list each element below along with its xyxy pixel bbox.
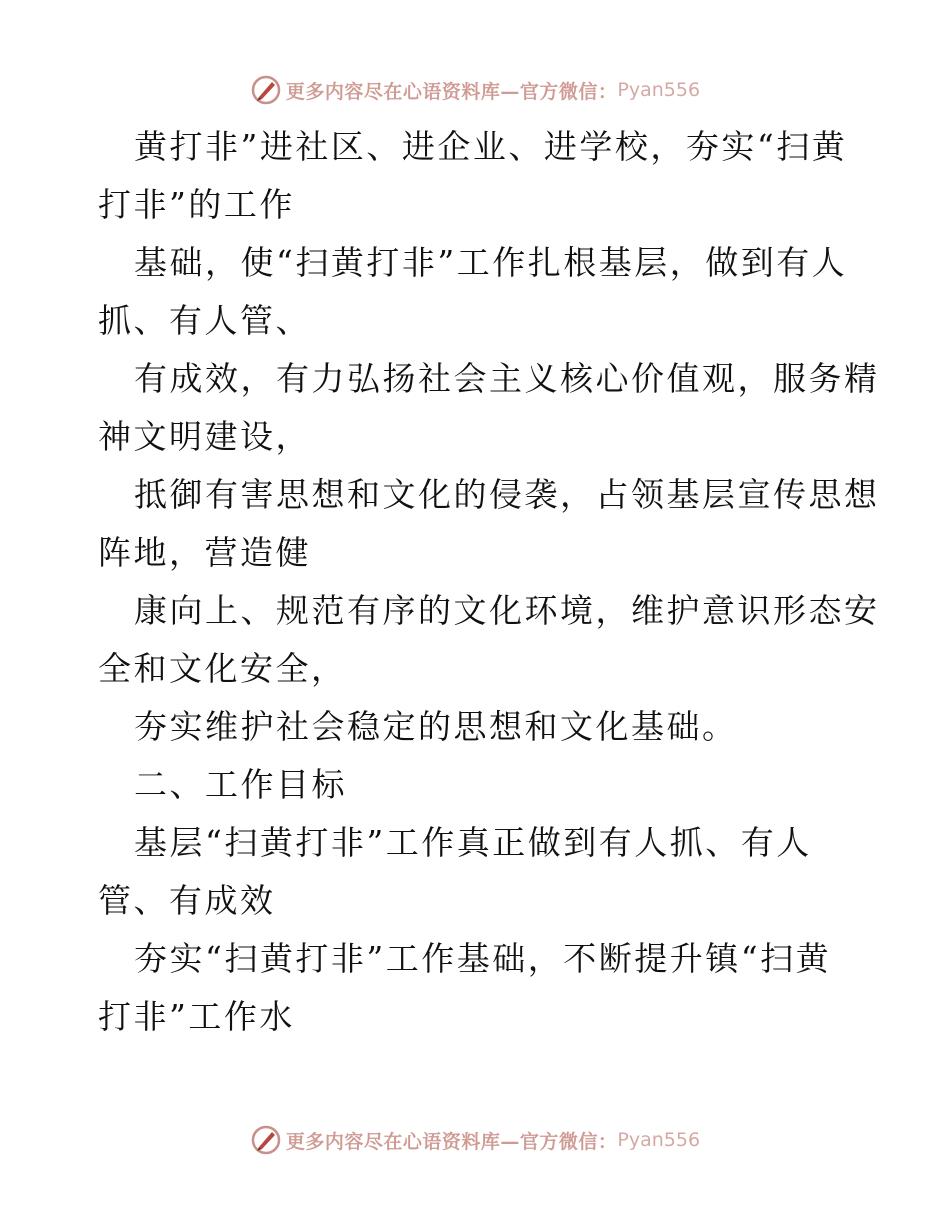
quill-logo-icon <box>250 1124 282 1156</box>
text-line: 基础，使“扫黄打非”工作扎根基层，做到有人 <box>134 243 848 282</box>
text-line: 二、工作目标 <box>134 765 347 804</box>
text-line: 夯实维护社会稳定的思想和文化基础。 <box>134 707 738 746</box>
watermark-wechat-id: Pyan556 <box>617 1129 701 1151</box>
text-line: 基层“扫黄打非”工作真正做到有人抓、有人 <box>134 823 812 862</box>
text-line: 黄打非”进社区、进企业、进学校，夯实“扫黄 <box>134 127 848 166</box>
text-line: 神文明建设， <box>98 417 311 456</box>
text-line: 阵地，营造健 <box>98 533 311 572</box>
watermark-wechat-id: Pyan556 <box>617 79 701 101</box>
footer-watermark <box>0 1120 950 1160</box>
text-line: 打非”工作水 <box>98 997 295 1036</box>
quill-logo-icon <box>250 74 282 106</box>
text-line: 抓、有人管、 <box>98 301 311 340</box>
text-line: 夯实“扫黄打非”工作基础，不断提升镇“扫黄 <box>134 939 832 978</box>
text-line: 有成效，有力弘扬社会主义核心价值观，服务精 <box>134 359 880 398</box>
header-watermark <box>0 70 950 110</box>
watermark-text: 更多内容尽在心语资料库—官方微信： <box>285 1130 618 1153</box>
text-line: 管、有成效 <box>98 881 276 920</box>
text-line: 抵御有害思想和文化的侵袭，占领基层宣传思想 <box>134 475 880 514</box>
text-line: 全和文化安全， <box>98 649 347 688</box>
text-line: 康向上、规范有序的文化环境，维护意识形态安 <box>134 591 880 630</box>
text-line: 打非”的工作 <box>98 185 295 224</box>
watermark-text: 更多内容尽在心语资料库—官方微信： <box>285 80 618 103</box>
document-body <box>98 118 880 1046</box>
